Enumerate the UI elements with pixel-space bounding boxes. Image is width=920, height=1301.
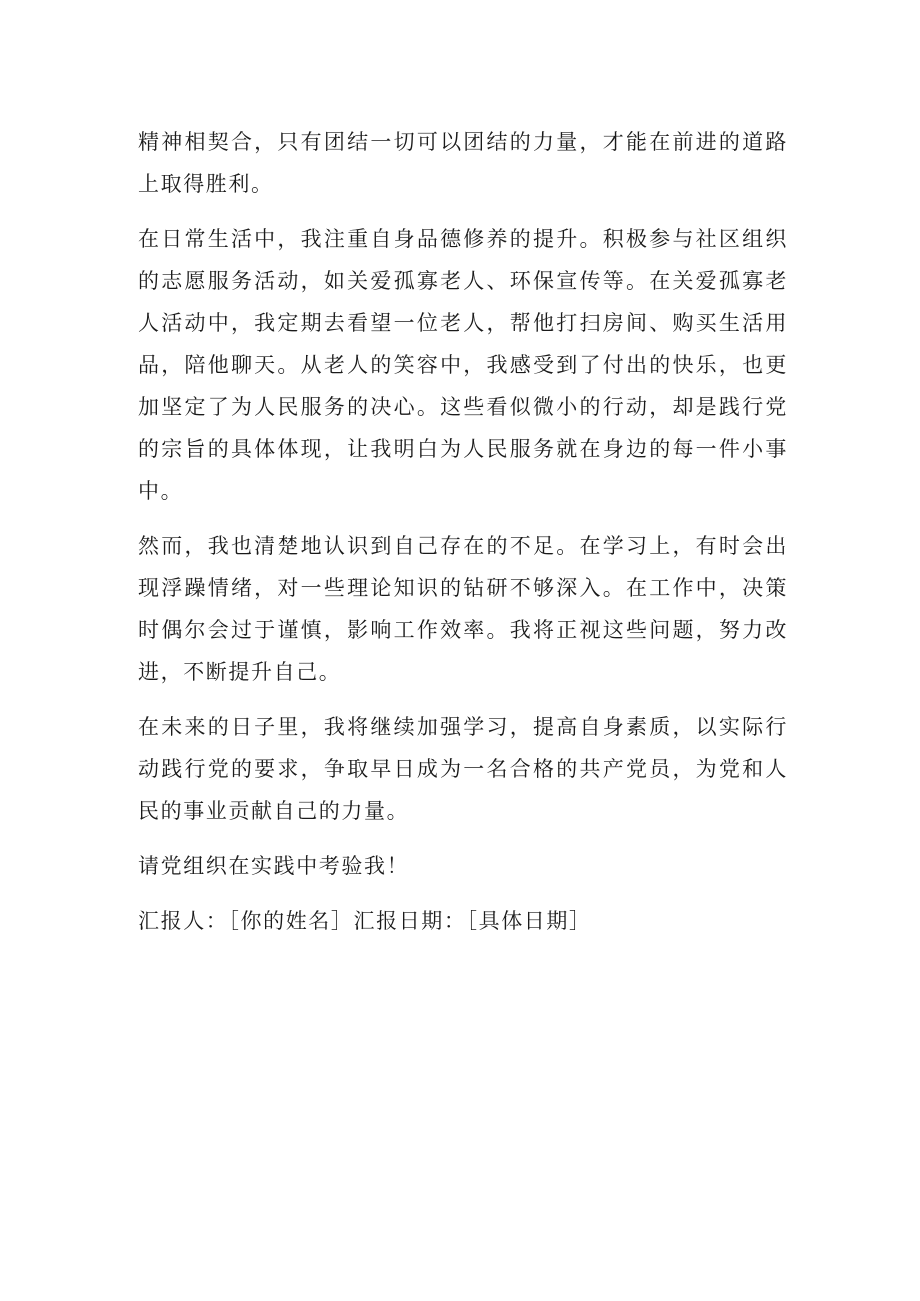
signature-line: 汇报人：［你的姓名］汇报日期：［具体日期］ [138, 909, 592, 933]
paragraph-request: 请党组织在实践中考验我！ [138, 854, 410, 878]
paragraph-shortcomings: 然而，我也清楚地认识到自己存在的不足。在学习上，有时会出现浮躁情绪，对一些理论知识的钻研不够深入。在工作中，决策时偶尔会过于谨慎，影响工作效率。我将正视这些问题，努力改进，不断提升自己。 [138, 534, 788, 684]
paragraph-unity: 精神相契合，只有团结一切可以团结的力量，才能在前进的道路上取得胜利。 [138, 130, 788, 196]
paragraph-daily-life: 在日常生活中，我注重自身品德修养的提升。积极参与社区组织的志愿服务活动，如关爱孤寡老人、环保宣传等。在关爱孤寡老人活动中，我定期去看望一位老人，帮他打扫房间、购买生活用品，陪他聊天。从老人的笑容中，我感受到了付出的快乐，也更加坚定了为人民服务的决心。这些看似微小的行动，却是践行党的宗旨的具体体现，让我明白为人民服务就在身边的每一件小事中。 [138, 227, 788, 503]
paragraph-future: 在未来的日子里，我将继续加强学习，提高自身素质，以实际行动践行党的要求，争取早日成为一名合格的共产党员，为党和人民的事业贡献自己的力量。 [138, 715, 788, 823]
document-body [138, 121, 788, 955]
